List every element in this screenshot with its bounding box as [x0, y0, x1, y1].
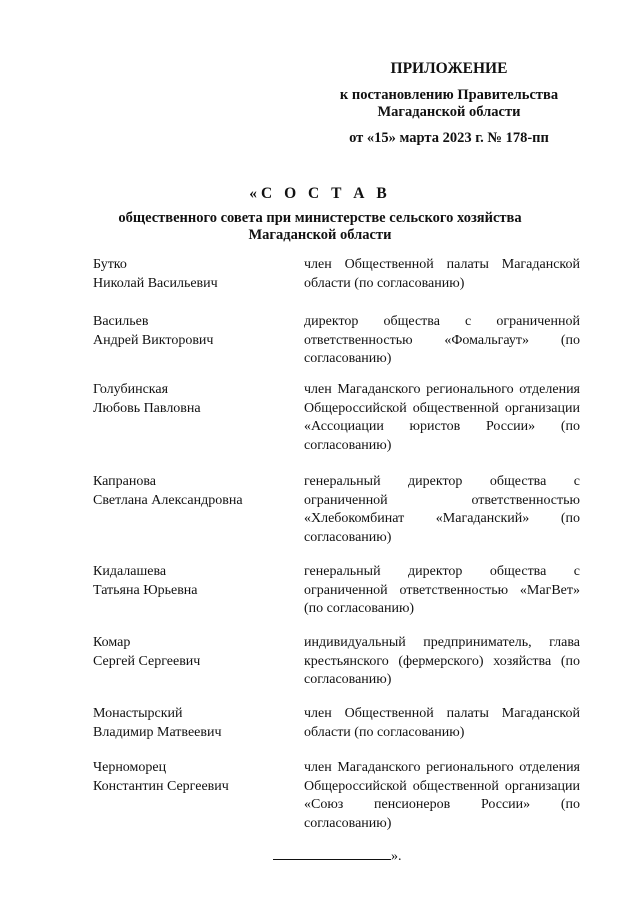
member-role: генеральный директор общества с ограниченной ответственностью «МагВет» (по согласованию) — [304, 564, 580, 616]
member-name — [93, 634, 293, 671]
member-given-name: Татьяна Юрьевна — [93, 582, 198, 598]
member-given-name: Светлана Александровна — [93, 492, 243, 508]
member-role: член Магаданского регионального отделения Общероссийской общественной организации «Ассоциации юристов России» (по согласованию) — [304, 382, 580, 453]
member-given-name: Сергей Сергеевич — [93, 653, 201, 669]
member-name — [93, 313, 293, 350]
closing-underline — [273, 847, 391, 860]
member-given-name: Николай Васильевич — [93, 275, 218, 291]
member-name — [93, 473, 293, 510]
member-role: директор общества с ограниченной ответственностью «Фомальгаут» (по согласованию) — [304, 314, 580, 366]
member-given-name: Владимир Матвеевич — [93, 724, 222, 740]
member-surname: Васильев — [93, 314, 149, 329]
appendix-line-1: к постановлению Правительства — [339, 87, 559, 103]
member-name — [93, 759, 293, 796]
member-name — [93, 563, 293, 600]
member-role: член Общественной палаты Магаданской области (по согласованию) — [304, 706, 580, 740]
member-surname: Голубинская — [93, 382, 169, 397]
member-role: член Магаданского регионального отделения Общероссийской общественной организации «Союз пенсионеров России» (по согласованию) — [304, 760, 580, 831]
appendix-block — [318, 60, 580, 147]
member-role: генеральный директор общества с ограниченной ответственностью «Хлебокомбинат «Магаданский» (по согласованию) — [304, 474, 580, 545]
member-surname: Капранова — [93, 474, 157, 489]
heading-line-1: общественного совета при министерстве сельского хозяйства — [118, 210, 522, 226]
member-surname: Кидалашева — [93, 564, 167, 579]
member-given-name: Андрей Викторович — [93, 332, 214, 348]
member-surname: Комар — [93, 635, 131, 650]
member-role: индивидуальный предприниматель, глава крестьянского (фермерского) хозяйства (по согласованию) — [304, 635, 580, 687]
member-given-name: Любовь Павловна — [93, 400, 201, 416]
member-surname: Бутко — [93, 257, 127, 272]
member-name — [93, 256, 293, 293]
heading-sostav: «С О С Т А В — [249, 185, 391, 202]
heading-line-2: Магаданской области — [248, 227, 392, 243]
appendix-line-2: Магаданской области — [377, 104, 521, 120]
appendix-date: от «15» марта 2023 г. № 178-пп — [349, 130, 549, 146]
member-surname: Черноморец — [93, 760, 167, 775]
member-role: член Общественной палаты Магаданской области (по согласованию) — [304, 257, 580, 291]
appendix-title: ПРИЛОЖЕНИЕ — [390, 60, 508, 77]
member-name — [93, 705, 293, 742]
closing-quote: ». — [391, 849, 402, 864]
member-surname: Монастырский — [93, 706, 183, 721]
closing-line — [273, 847, 402, 866]
member-given-name: Константин Сергеевич — [93, 778, 229, 794]
document-heading — [60, 185, 580, 244]
member-name — [93, 381, 293, 418]
